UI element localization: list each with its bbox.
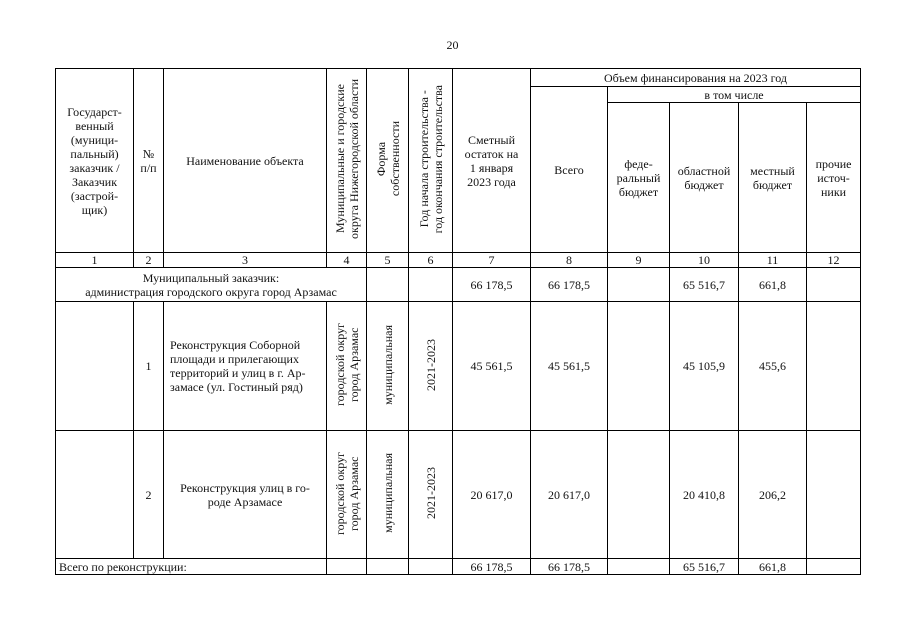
total-local: 661,8 <box>739 559 807 575</box>
row-local: 455,6 <box>739 302 807 431</box>
header-object-name: Наименование объекта <box>164 69 327 253</box>
header-including: в том числе <box>608 87 861 103</box>
column-number: 1 <box>56 253 134 268</box>
customer-other <box>807 268 861 302</box>
total-total: 66 178,5 <box>531 559 608 575</box>
column-number: 11 <box>739 253 807 268</box>
total-regional: 65 516,7 <box>670 559 739 575</box>
column-number: 9 <box>608 253 670 268</box>
customer-row <box>56 268 861 302</box>
customer-regional: 65 516,7 <box>670 268 739 302</box>
row-municipality-text: городской округ город Арзамас <box>332 323 361 406</box>
customer-years-cell <box>409 268 453 302</box>
row-num: 2 <box>134 431 164 559</box>
row-regional: 20 410,8 <box>670 431 739 559</box>
column-number: 2 <box>134 253 164 268</box>
header-local: местный бюджет <box>739 103 807 253</box>
row-local: 206,2 <box>739 431 807 559</box>
header-ownership <box>367 69 409 253</box>
customer-total: 66 178,5 <box>531 268 608 302</box>
customer-federal <box>608 268 670 302</box>
total-other <box>807 559 861 575</box>
row-years-text: 2021-2023 <box>423 467 438 519</box>
row-estimated: 45 561,5 <box>453 302 531 431</box>
header-other: прочие источ- ники <box>807 103 861 253</box>
row-ownership-text: муниципальная <box>380 453 395 533</box>
header-estimated-balance: Сметный остаток на 1 января 2023 года <box>453 69 531 253</box>
customer-estimated: 66 178,5 <box>453 268 531 302</box>
row-federal <box>608 431 670 559</box>
row-total: 20 617,0 <box>531 431 608 559</box>
table-row <box>56 431 861 559</box>
header-customer: Государст- венный (муници- пальный) заказчик / Заказчик (застрой- щик) <box>56 69 134 253</box>
header-years-text: Год начала строительства - год окончания строительства <box>416 84 445 234</box>
header-ownership-text: Форма собственности <box>373 121 402 197</box>
row-years <box>409 302 453 431</box>
row-federal <box>608 302 670 431</box>
row-regional: 45 105,9 <box>670 302 739 431</box>
row-total: 45 561,5 <box>531 302 608 431</box>
row-ownership <box>367 302 409 431</box>
header-total: Всего <box>531 87 608 253</box>
total-municipality-cell <box>327 559 367 575</box>
column-number: 12 <box>807 253 861 268</box>
header-num: № п/п <box>134 69 164 253</box>
header-municipality-text: Муниципальные и городские округа Нижегородской области <box>332 79 361 239</box>
row-object-name: Реконструкция улиц в го- роде Арзамасе <box>164 431 327 559</box>
page-number: 20 <box>446 38 459 52</box>
header-financing-volume: Объем финансирования на 2023 год <box>531 69 861 87</box>
column-number: 7 <box>453 253 531 268</box>
column-number: 3 <box>164 253 327 268</box>
column-number: 5 <box>367 253 409 268</box>
total-label: Всего по реконструкции: <box>56 559 327 575</box>
total-federal <box>608 559 670 575</box>
row-object-name: Реконструкция Соборной площади и прилегающих территорий и улиц в г. Ар- замасе (ул. Гостиный ряд) <box>164 302 327 431</box>
row-customer-cell <box>56 431 134 559</box>
column-number: 6 <box>409 253 453 268</box>
customer-local: 661,8 <box>739 268 807 302</box>
row-customer-cell <box>56 302 134 431</box>
total-row <box>56 559 861 575</box>
row-ownership-text: муниципальная <box>380 324 395 405</box>
row-other <box>807 431 861 559</box>
column-number: 10 <box>670 253 739 268</box>
financing-table <box>55 68 861 575</box>
row-years-text: 2021-2023 <box>423 338 438 391</box>
row-num: 1 <box>134 302 164 431</box>
row-municipality <box>327 302 367 431</box>
table-row <box>56 302 861 431</box>
total-estimated: 66 178,5 <box>453 559 531 575</box>
total-years-cell <box>409 559 453 575</box>
header-federal: феде- ральный бюджет <box>608 103 670 253</box>
row-other <box>807 302 861 431</box>
customer-ownership-cell <box>367 268 409 302</box>
column-number: 8 <box>531 253 608 268</box>
row-municipality <box>327 431 367 559</box>
column-numbers-row <box>56 253 861 268</box>
row-municipality-text: городской округ город Арзамас <box>332 451 361 535</box>
total-ownership-cell <box>367 559 409 575</box>
row-ownership <box>367 431 409 559</box>
column-number: 4 <box>327 253 367 268</box>
header-regional: областной бюджет <box>670 103 739 253</box>
row-years <box>409 431 453 559</box>
header-municipality <box>327 69 367 253</box>
customer-label: Муниципальный заказчик: администрация городского округа город Арзамас <box>56 268 367 302</box>
row-estimated: 20 617,0 <box>453 431 531 559</box>
header-years <box>409 69 453 253</box>
